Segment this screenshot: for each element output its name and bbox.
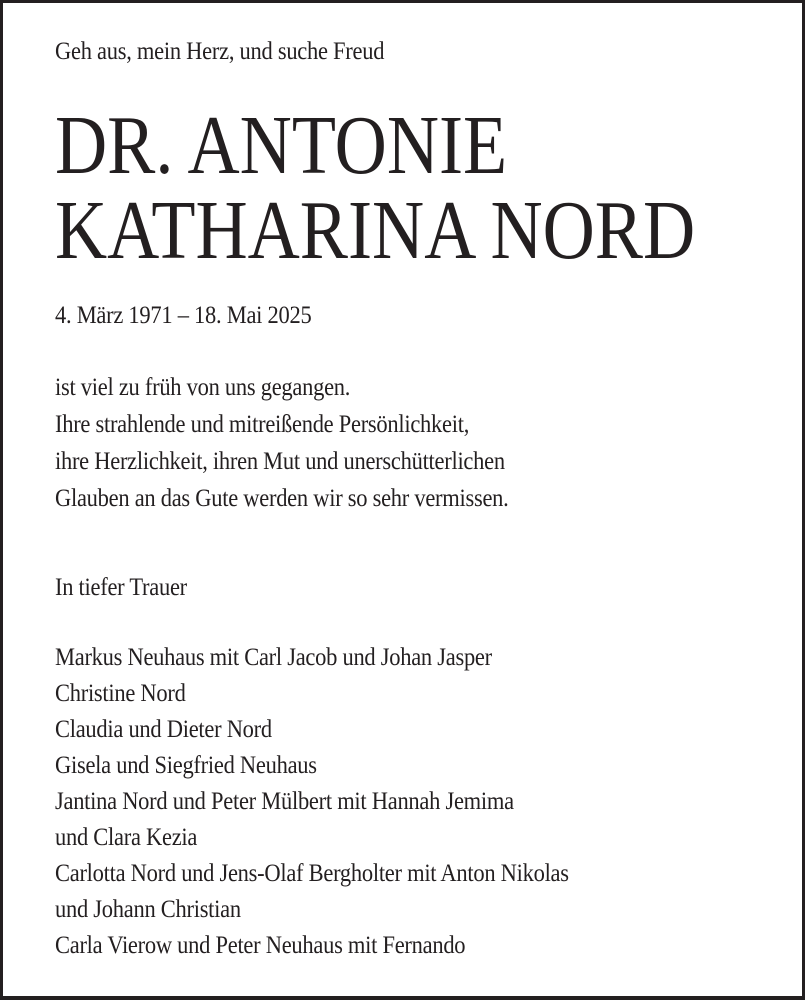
mourner-line: und Clara Kezia [55,824,198,851]
mourner-line: Christine Nord [55,680,186,707]
life-dates: 4. März 1971 – 18. Mai 2025 [55,302,312,329]
message-line: ist viel zu früh von uns gegangen. [55,374,351,401]
mourner-line: Gisela und Siegfried Neuhaus [55,752,317,779]
mourner-line: und Johann Christian [55,896,241,923]
mourning-phrase: In tiefer Trauer [55,574,187,601]
mourner-line: Markus Neuhaus mit Carl Jacob und Johan Jasper [55,644,492,671]
message-line: ihre Herzlichkeit, ihren Mut und unerschütterlichen [55,448,505,475]
mourner-line: Carla Vierow und Peter Neuhaus mit Fernando [55,932,466,959]
message-line: Glauben an das Gute werden wir so sehr vermissen. [55,485,509,512]
deceased-name-line-1: DR. ANTONIE [55,99,508,192]
mourner-line: Carlotta Nord und Jens-Olaf Bergholter mit Anton Nikolas [55,860,569,887]
deceased-name-line-2: KATHARINA NORD [55,184,696,277]
mourner-line: Claudia und Dieter Nord [55,716,272,743]
motto: Geh aus, mein Herz, und suche Freud [55,38,385,65]
message-line: Ihre strahlende und mitreißende Persönlichkeit, [55,411,470,438]
mourner-line: Jantina Nord und Peter Mülbert mit Hannah Jemima [55,788,514,815]
